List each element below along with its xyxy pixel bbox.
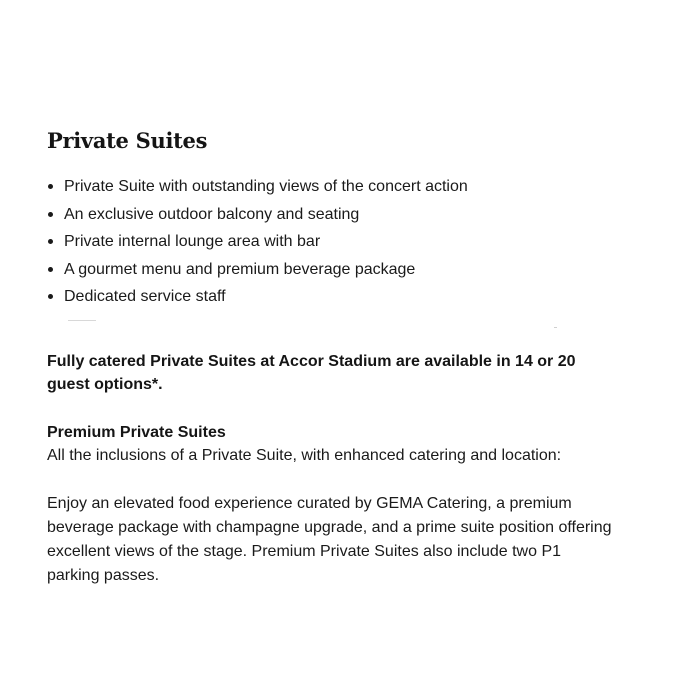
list-item	[47, 256, 667, 284]
list-item-text: A gourmet menu and premium beverage package	[64, 260, 416, 278]
scan-artifact	[68, 320, 96, 321]
list-item-text: Private internal lounge area with bar	[64, 233, 321, 250]
section-title: Private Suites	[47, 128, 208, 153]
bullet-icon	[48, 267, 53, 272]
premium-description: Enjoy an elevated food experience curated by GEMA Catering, a premium beverage package with champagne upgrade, and a prime suite position offering excellent views of the stage. Premium Private Suites also include two P1 parking passes.	[47, 495, 612, 584]
premium-suites-section	[47, 422, 647, 468]
list-item	[47, 201, 667, 229]
list-item-text: An exclusive outdoor balcony and seating	[64, 205, 360, 223]
list-item-text: Dedicated service staff	[64, 288, 226, 305]
list-item	[47, 228, 667, 256]
private-suites-section	[47, 125, 667, 311]
list-item-text: Private Suite with outstanding views of the concert action	[64, 178, 468, 195]
scan-artifact	[554, 327, 557, 328]
premium-lead: All the inclusions of a Private Suite, with enhanced catering and location:	[47, 447, 562, 464]
bullet-icon	[48, 184, 53, 189]
bullet-icon	[48, 294, 53, 299]
list-item	[47, 283, 667, 311]
inclusions-list	[47, 173, 667, 311]
catered-note: Fully catered Private Suites at Accor Stadium are available in 14 or 20 guest options*.	[47, 353, 576, 393]
bullet-icon	[48, 212, 53, 217]
list-item	[47, 173, 667, 201]
bullet-icon	[48, 239, 53, 244]
premium-heading: Premium Private Suites	[47, 424, 226, 441]
